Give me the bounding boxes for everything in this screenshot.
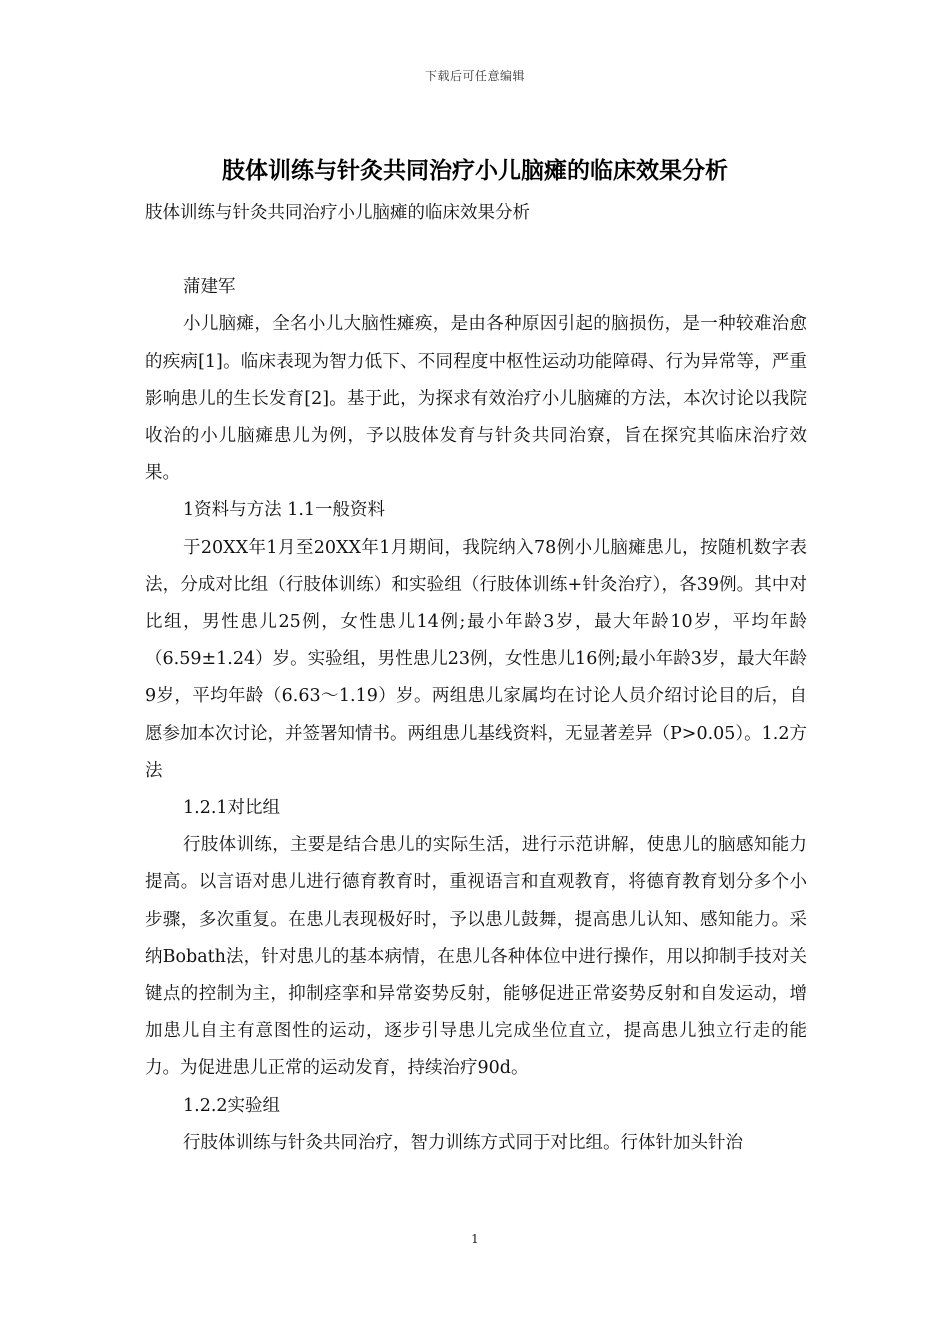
- paragraph-control-group: 行肢体训练，主要是结合患儿的实际生活，进行示范讲解，使患儿的脑感知能力提高。以言语对患儿进行德育教育时，重视语言和直观教育，将德育教育划分多个小步骤，多次重复。在患儿表现极好时，予以患儿鼓舞，提高患儿认知、感知能力。采纳Bobath法，针对患儿的基本病情，在患儿各种体位中进行操作，用以抑制手技对关键点的控制为主，抑制痉挛和异常姿势反射，能够促进正常姿势反射和自发运动，增加患儿自主有意图性的运动，逐步引导患儿完成坐位直立，提高患儿独立行走的能力。为促进患儿正常的运动发育，持续治疗90d。: [145, 835, 807, 1079]
- section-heading-experimental-group: 1.2.2实验组: [183, 1095, 281, 1116]
- paragraph-general-data: 于20XX年1月至20XX年1月期间，我院纳入78例小儿脑瘫患儿，按随机数字表法，分成对比组（行肢体训练）和实验组（行肢体训练+针灸治疗），各39例。其中对比组，男性患儿25例，女性患儿14例;最小年龄3岁，最大年龄10岁，平均年龄（6.59±1.24）岁。实验组，男性患儿23例，女性患儿16例;最小年龄3岁，最大年龄9岁，平均年龄（6.63～1.19）岁。两组患儿家属均在讨论人员介绍讨论目的后，自愿参加本次讨论，并签署知情书。两组患儿基线资料，无显著差异（P>0.05）。1.2方法: [145, 537, 807, 781]
- document-subtitle: 肢体训练与针灸共同治疗小儿脑瘫的临床效果分析: [145, 203, 530, 223]
- author-name: 蒲建军: [183, 277, 236, 298]
- section-heading-control-group: 1.2.1对比组: [183, 798, 281, 819]
- section-heading-materials: 1资料与方法 1.1一般资料: [183, 500, 386, 521]
- page-number: 1: [471, 1232, 479, 1246]
- paragraph-experimental-group: 行肢体训练与针灸共同治疗，智力训练方式同于对比组。行体针加头针治: [183, 1132, 743, 1153]
- document-body: [145, 195, 807, 1162]
- document-title: 肢体训练与针灸共同治疗小儿脑瘫的临床效果分析: [222, 158, 728, 184]
- paragraph-intro: 小儿脑瘫，全名小儿大脑性瘫痪，是由各种原因引起的脑损伤，是一种较难治愈的疾病[1]。临床表现为智力低下、不同程度中枢性运动功能障碍、行为异常等，严重影响患儿的生长发育[2]。基于此，为探求有效治疗小儿脑瘫的方法，本次讨论以我院收治的小儿脑瘫患儿为例，予以肢体发育与针灸共同治寮，旨在探究其临床治疗效果。: [145, 314, 807, 484]
- blank-line: [145, 232, 807, 269]
- header-note: 下载后可任意编辑: [424, 69, 525, 83]
